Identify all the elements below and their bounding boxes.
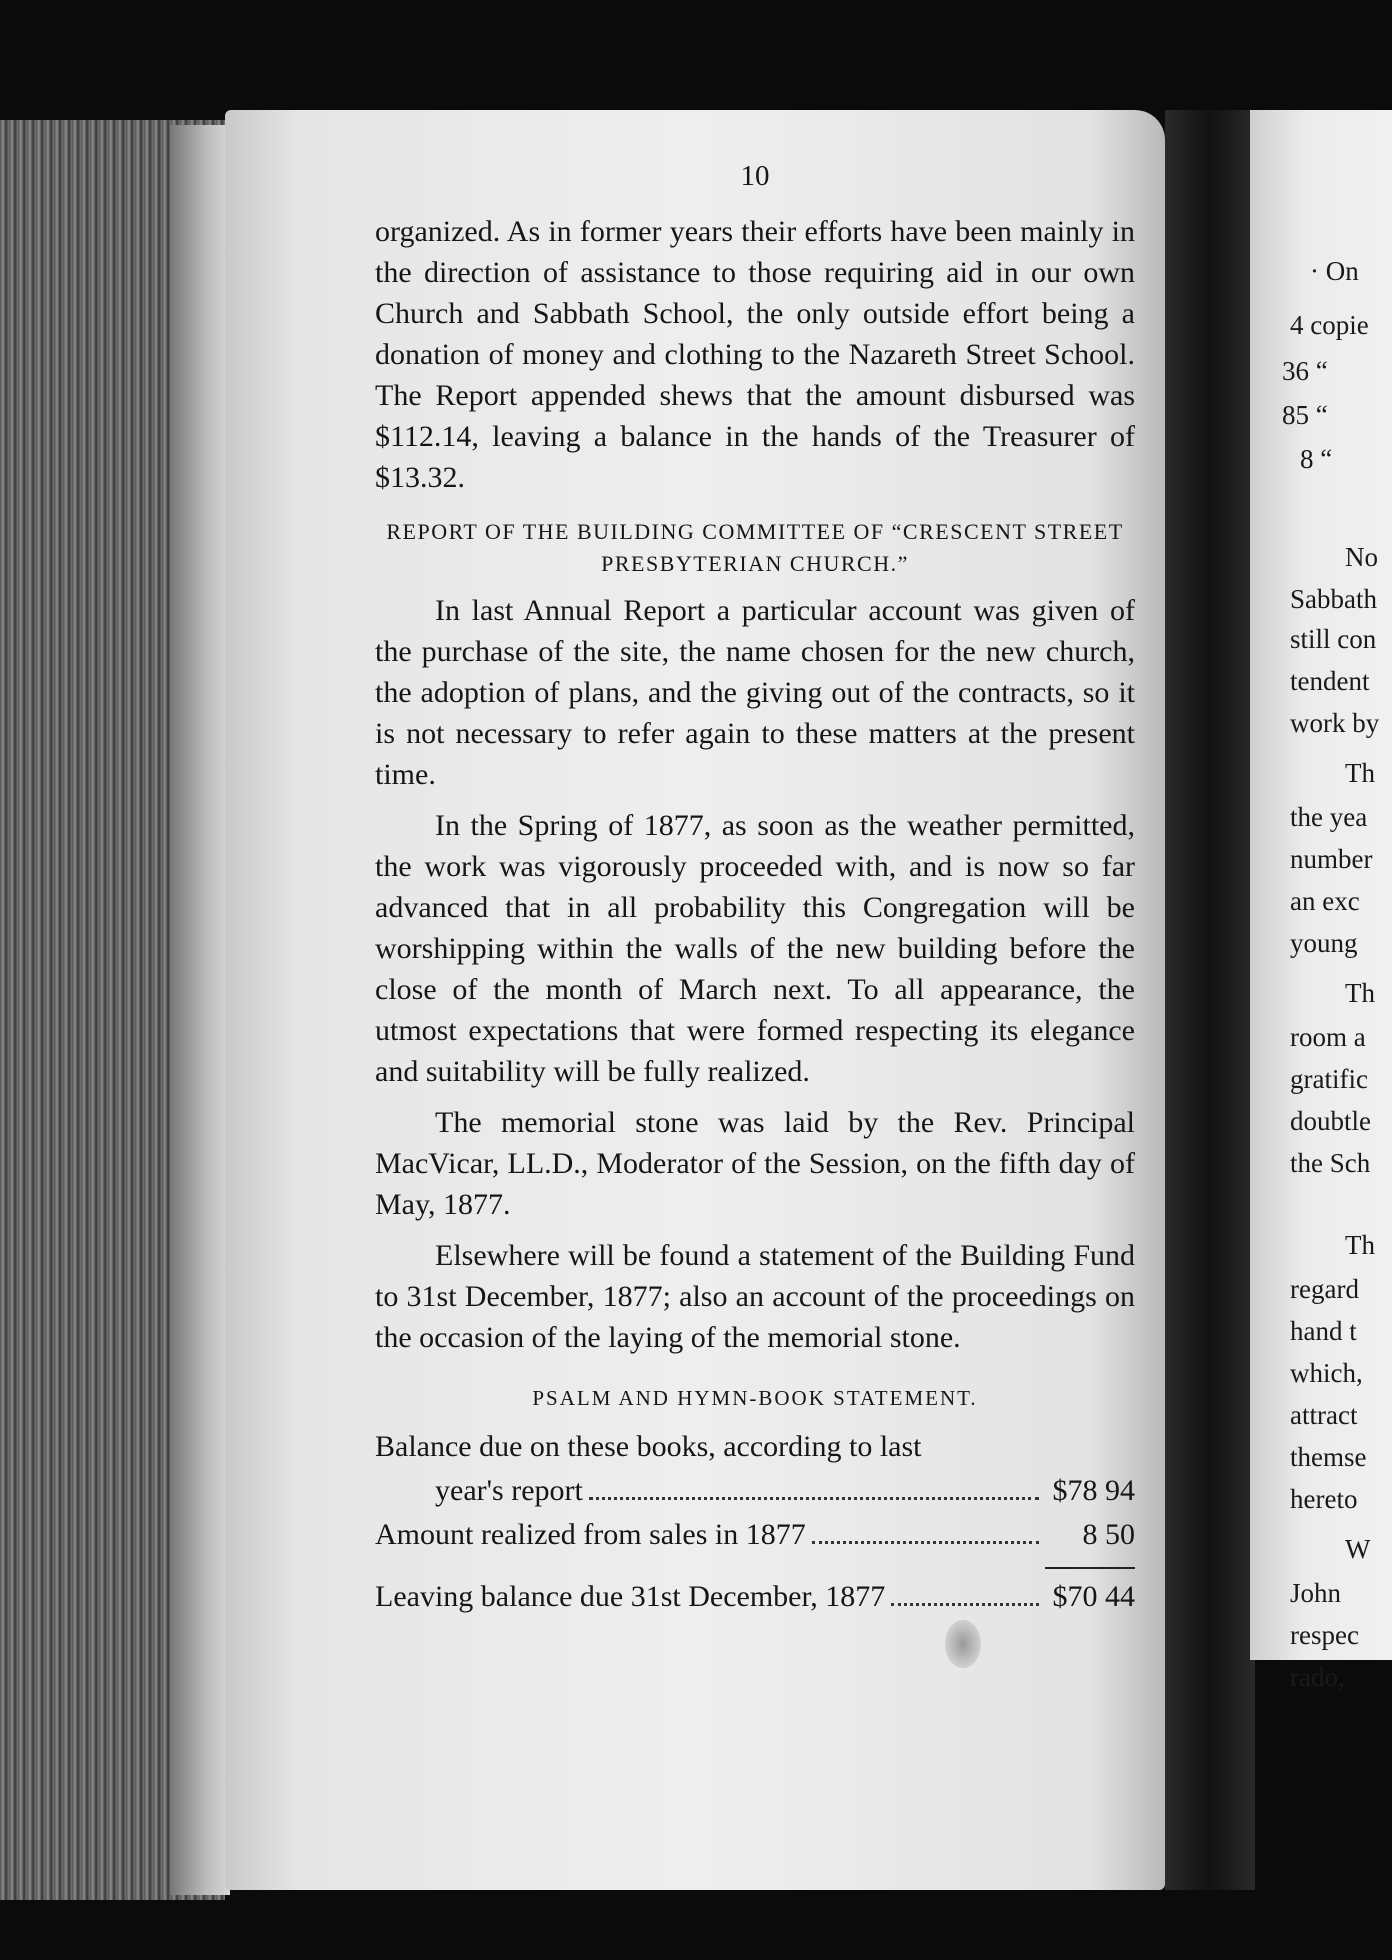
ledger-amount: $78 94 — [1052, 1474, 1135, 1507]
facing-line: tendent — [1290, 666, 1370, 696]
facing-line: hereto — [1290, 1484, 1358, 1514]
ledger-label: Leaving balance due 31st December, 1877 — [375, 1580, 886, 1613]
facing-line: which, — [1290, 1358, 1363, 1388]
facing-line: No — [1345, 542, 1378, 572]
facing-line: room a — [1290, 1022, 1366, 1052]
paragraph-building-fund: Elsewhere will be found a statement of the Building Fund to 31st December, 1877; also an account of the proceedings on the occasion of the laying of the memorial stone. — [375, 1239, 1135, 1354]
page-stack-edge — [170, 125, 230, 1895]
ledger-row — [375, 1425, 1135, 1469]
facing-line: the Sch — [1290, 1148, 1371, 1178]
facing-line: W — [1345, 1534, 1371, 1564]
facing-line: Th — [1345, 758, 1375, 788]
statement-title: PSALM AND HYMN-BOOK STATEMENT. — [532, 1386, 978, 1410]
ledger-label: Amount realized from sales in 1877 — [375, 1518, 806, 1551]
book-gutter — [1165, 110, 1255, 1890]
dot-leader — [589, 1497, 1039, 1500]
facing-line: themse — [1290, 1442, 1367, 1472]
facing-line: still con — [1290, 624, 1377, 654]
facing-line: Th — [1345, 1230, 1375, 1260]
page-content — [375, 160, 1135, 1619]
facing-line: · On — [1310, 256, 1359, 286]
facing-line: Sabbath — [1290, 584, 1377, 614]
facing-line: hand t — [1290, 1316, 1357, 1346]
facing-line: 4 copie — [1290, 310, 1369, 340]
facing-line: respec — [1290, 1620, 1359, 1650]
facing-line: 8 “ — [1300, 444, 1333, 474]
paragraph-last-report: In last Annual Report a particular account was given of the purchase of the site, the name chosen for the new church, the adoption of plans, and the giving out of the contracts, so it is not necessary to refer again to these matters at the present time. — [375, 594, 1135, 791]
facing-line: doubtle — [1290, 1106, 1371, 1136]
paragraph-ladies-association: organized. As in former years their efforts have been mainly in the direction of assistance to those requiring aid in our own Church and Sabbath School, the only outside effort being a donation of money and clothing to the Nazareth Street School. The Report appended shews that the amount disbursed was $112.14, leaving a balance in the hands of the Treasurer of $13.32. — [375, 215, 1135, 494]
facing-line: young — [1290, 928, 1358, 958]
facing-line: an exc — [1290, 886, 1360, 916]
facing-line: 36 “ — [1282, 356, 1328, 386]
dot-leader — [891, 1603, 1039, 1606]
facing-line: rado, — [1290, 1662, 1345, 1692]
facing-line: the yea — [1290, 802, 1368, 832]
facing-line: work by — [1290, 708, 1380, 738]
ink-smudge — [945, 1620, 981, 1668]
paragraph-memorial-stone: The memorial stone was laid by the Rev. Principal MacVicar, LL.D., Moderator of the Session, on the fifth day of May, 1877. — [375, 1106, 1135, 1221]
ledger-row — [375, 1513, 1135, 1557]
ledger-label: year's report — [435, 1474, 583, 1507]
facing-line: attract — [1290, 1400, 1358, 1430]
ledger-row — [375, 1469, 1135, 1513]
facing-page-fragment — [1250, 110, 1392, 1692]
sum-rule — [1045, 1567, 1135, 1569]
facing-line: regard — [1290, 1274, 1359, 1304]
ledger-row — [375, 1575, 1135, 1619]
facing-line: John — [1290, 1578, 1342, 1608]
facing-line: 85 “ — [1282, 400, 1328, 430]
ledger-label: Balance due on these books, according to last — [375, 1430, 922, 1463]
facing-line: Th — [1345, 978, 1375, 1008]
facing-line: gratific — [1290, 1064, 1368, 1094]
ledger-amount: $70 44 — [1052, 1580, 1135, 1613]
facing-line: number — [1290, 844, 1373, 874]
page-number: 10 — [740, 160, 770, 192]
section-heading-building-committee: REPORT OF THE BUILDING COMMITTEE OF “CRESCENT STREET PRESBYTERIAN CHURCH.” — [386, 519, 1124, 576]
psalm-hymn-statement — [375, 1425, 1135, 1619]
paragraph-spring-1877: In the Spring of 1877, as soon as the weather permitted, the work was vigorously proceeded with, and is now so far advanced that in all probability this Congregation will be worshipping within the walls of the new building before the close of the month of March next. To all appearance, the utmost expectations that were formed respecting its elegance and suitability will be fully realized. — [375, 809, 1135, 1088]
dot-leader — [812, 1541, 1039, 1544]
ledger-amount: 8 50 — [1082, 1518, 1135, 1551]
